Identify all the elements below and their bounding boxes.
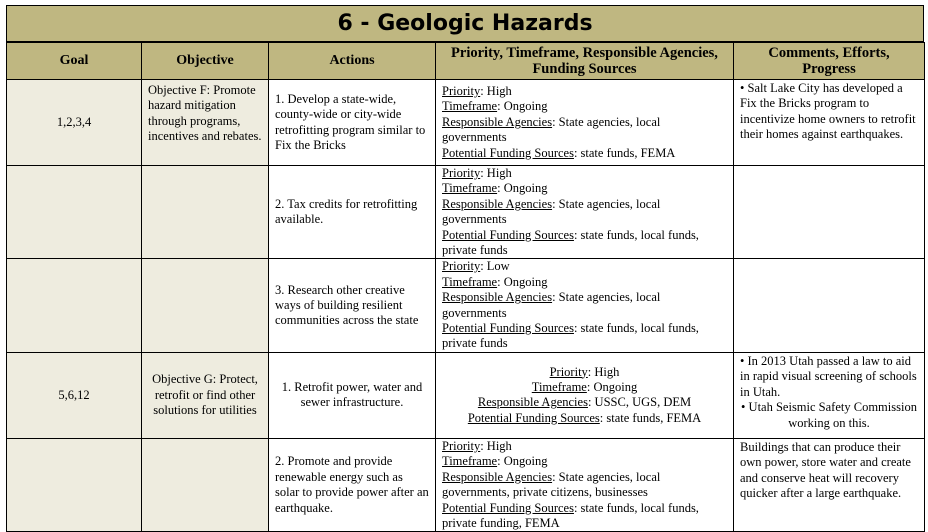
objective-cell xyxy=(142,166,269,259)
goal-cell: 5,6,12 xyxy=(7,352,142,438)
table-row xyxy=(7,80,925,166)
action-cell: 3. Research other creative ways of building resilient communities across the state xyxy=(269,259,436,352)
comments-cell: Buildings that can produce their own power, store water and create and conserve heat will recovery quicker after a large earthquake. xyxy=(734,438,925,531)
priority-cell xyxy=(436,438,734,531)
funding-value: : state funds, local funds, private funding, FEMA xyxy=(442,500,699,530)
comments-cell: • Salt Lake City has developed a Fix the Bricks program to incentivize home owners to retrofit their homes against earthquakes. xyxy=(734,80,925,166)
comments-cell xyxy=(734,352,925,438)
priority-value: : High xyxy=(480,438,512,453)
funding-value: : state funds, FEMA xyxy=(599,410,702,425)
goal-cell xyxy=(7,166,142,259)
priority-cell xyxy=(436,352,734,438)
priority-label: Priority xyxy=(442,83,481,98)
timeframe-value: : Ongoing xyxy=(586,379,638,394)
table-row xyxy=(7,259,925,352)
priority-label: Priority xyxy=(442,438,481,453)
timeframe-label: Timeframe xyxy=(442,274,498,289)
timeframe-value: : Ongoing xyxy=(497,181,548,196)
table-row xyxy=(7,352,925,438)
table-row xyxy=(7,438,925,531)
priority-value: : Low xyxy=(480,259,510,274)
priority-value: : High xyxy=(480,166,512,180)
action-cell: 1. Develop a state-wide, county-wide or city-wide retrofitting program similar to Fix the Bricks xyxy=(269,80,436,166)
header-goal: Goal xyxy=(7,43,142,80)
comment-bullet: • In 2013 Utah passed a law to aid in rapid visual screening of schools in Utah. xyxy=(740,353,917,399)
funding-label: Potential Funding Sources xyxy=(442,227,574,242)
objective-cell xyxy=(142,438,269,531)
action-cell: 1. Retrofit power, water and sewer infrastructure. xyxy=(269,352,436,438)
header-priority: Priority, Timeframe, Responsible Agencies, Funding Sources xyxy=(436,43,734,80)
priority-value: : High xyxy=(480,83,512,98)
header-actions: Actions xyxy=(269,43,436,80)
timeframe-label: Timeframe xyxy=(442,99,498,114)
funding-label: Potential Funding Sources xyxy=(467,410,600,425)
priority-cell xyxy=(436,259,734,352)
objective-cell: Objective G: Protect, retrofit or find other solutions for utilities xyxy=(142,352,269,438)
hazards-document xyxy=(6,5,924,532)
agencies-label: Responsible Agencies xyxy=(442,469,553,484)
page-title: 6 - Geologic Hazards xyxy=(6,5,924,42)
action-cell: 2. Tax credits for retrofitting available. xyxy=(269,166,436,259)
agencies-value: : State agencies, local governments, private citizens, businesses xyxy=(442,469,661,500)
priority-label: Priority xyxy=(549,364,588,379)
objective-cell xyxy=(142,259,269,352)
objective-cell: Objective F: Promote hazard mitigation through programs, incentives and rebates. xyxy=(142,80,269,166)
comment-bullet: • Utah Seismic Safety Commission working on this. xyxy=(741,400,917,430)
priority-cell xyxy=(436,80,734,166)
priority-label: Priority xyxy=(442,166,481,180)
header-row xyxy=(7,43,925,80)
goal-cell xyxy=(7,259,142,352)
goal-cell xyxy=(7,438,142,531)
funding-label: Potential Funding Sources xyxy=(442,145,574,160)
agencies-value: : State agencies, local governments xyxy=(442,196,661,227)
timeframe-value: : Ongoing xyxy=(497,274,548,289)
agencies-value: : State agencies, local governments xyxy=(442,114,661,145)
agencies-label: Responsible Agencies xyxy=(477,395,588,410)
mitigation-table xyxy=(6,42,925,532)
header-objective: Objective xyxy=(142,43,269,80)
agencies-value: : State agencies, local governments xyxy=(442,290,661,320)
agencies-value: : USSC, UGS, DEM xyxy=(587,395,692,410)
funding-value: : state funds, local funds, private funds xyxy=(442,227,699,258)
timeframe-label: Timeframe xyxy=(442,181,498,196)
priority-label: Priority xyxy=(442,259,481,274)
funding-label: Potential Funding Sources xyxy=(442,321,574,336)
agencies-label: Responsible Agencies xyxy=(442,196,553,211)
priority-value: : High xyxy=(587,364,620,379)
table-row xyxy=(7,166,925,259)
funding-value: : state funds, FEMA xyxy=(573,145,676,160)
agencies-label: Responsible Agencies xyxy=(442,290,553,305)
comments-cell xyxy=(734,166,925,259)
agencies-label: Responsible Agencies xyxy=(442,114,553,129)
funding-label: Potential Funding Sources xyxy=(442,500,574,515)
priority-cell xyxy=(436,166,734,259)
funding-value: : state funds, local funds, private funds xyxy=(442,321,699,351)
timeframe-label: Timeframe xyxy=(442,454,498,469)
timeframe-value: : Ongoing xyxy=(497,99,548,114)
header-comments: Comments, Efforts, Progress xyxy=(734,43,925,80)
goal-cell: 1,2,3,4 xyxy=(7,80,142,166)
action-cell: 2. Promote and provide renewable energy such as solar to provide power after an earthquake. xyxy=(269,438,436,531)
timeframe-label: Timeframe xyxy=(531,379,587,394)
timeframe-value: : Ongoing xyxy=(497,454,548,469)
comments-cell xyxy=(734,259,925,352)
